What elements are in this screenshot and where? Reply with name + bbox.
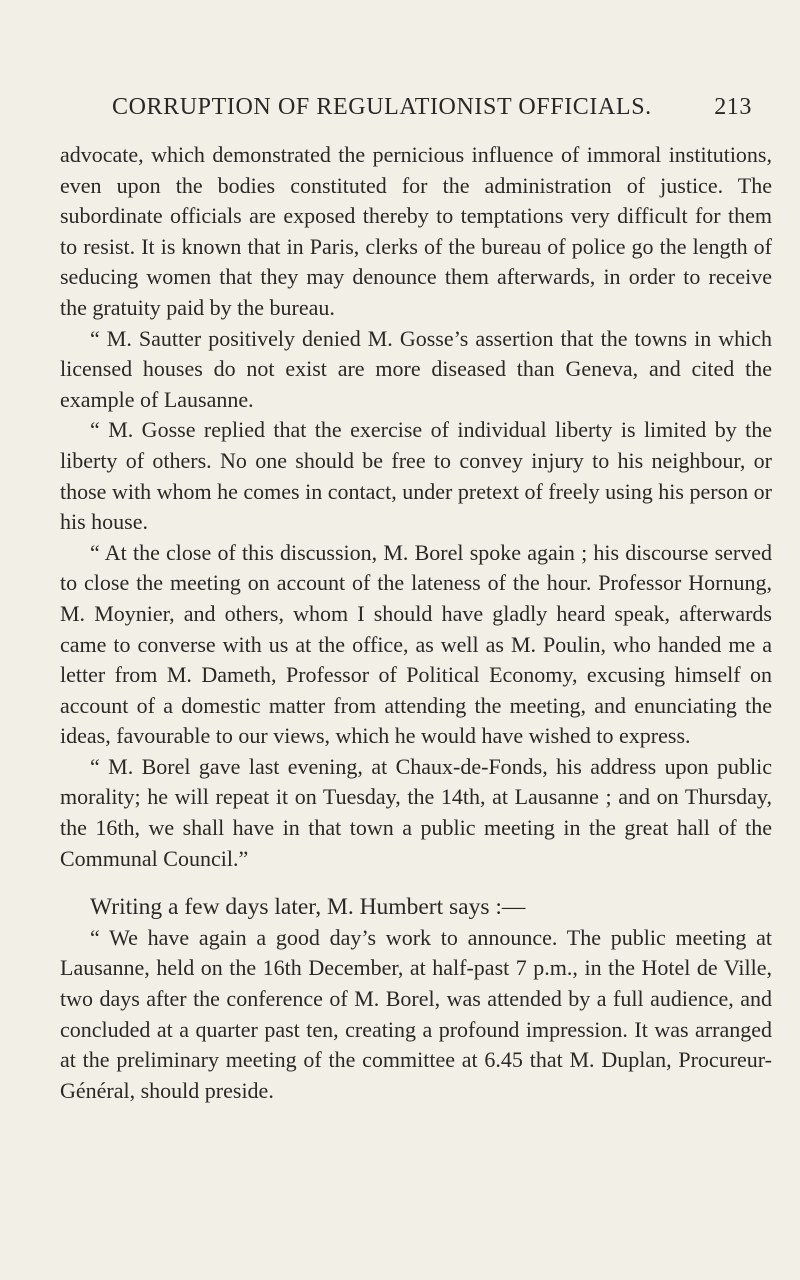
paragraph: “ At the close of this discussion, M. Borel spoke again ; his discourse served to close the meeting on account of the lateness of the hour. Professor Hornung, M. Moynier, and others, whom I should have gladly heard speak, afterwards came to converse with us at the office, as well as M. Poulin, who handed me a letter from M. Dameth, Professor of Political Economy, excusing himself on account of a domestic matter from attending the meeting, and enunciating the ideas, favourable to our views, which he would have wished to express. bbox=[60, 539, 772, 749]
running-head-title: CORRUPTION OF REGULATIONIST OFFICIALS. bbox=[112, 94, 652, 120]
paragraph: “ M. Borel gave last evening, at Chaux-de-Fonds, his address upon public morality; he will repeat it on Tuesday, the 14th, at Lausanne ; and on Thursday, the 16th, we shall have in that town a public meeting in the great hall of the Communal Council.” bbox=[60, 753, 772, 871]
paragraph: “ M. Sautter positively denied M. Gosse’s assertion that the towns in which licensed houses do not exist are more diseased than Geneva, and cited the example of Lausanne. bbox=[60, 325, 772, 412]
page-number: 213 bbox=[714, 94, 752, 120]
paragraph: “ M. Gosse replied that the exercise of individual liberty is limited by the liberty of others. No one should be free to convey injury to his neighbour, or those with whom he comes in contact, under pretext of freely using his person or his house. bbox=[60, 417, 772, 535]
body-text bbox=[60, 140, 772, 1106]
paragraph: “ We have again a good day’s work to announce. The public meeting at Lausanne, held on the 16th December, at half-past 7 p.m., in the Hotel de Ville, two days after the conference of M. Borel, was attended by a full audience, and concluded at a quarter past ten, creating a profound impression. It was arranged at the preliminary meeting of the committee at 6.45 that M. Duplan, Procureur-Général, should preside. bbox=[60, 924, 772, 1103]
section-intro: Writing a few days later, M. Humbert says :— bbox=[90, 894, 526, 921]
paragraph: advocate, which demonstrated the pernicious influence of immoral institutions, even upon the bodies constituted for the administration of justice. The subordinate officials are exposed thereby to temptations very difficult for them to resist. It is known that in Paris, clerks of the bureau of police go the length of seducing women that they may denounce them afterwards, in order to receive the gratuity paid by the bureau. bbox=[60, 142, 772, 320]
